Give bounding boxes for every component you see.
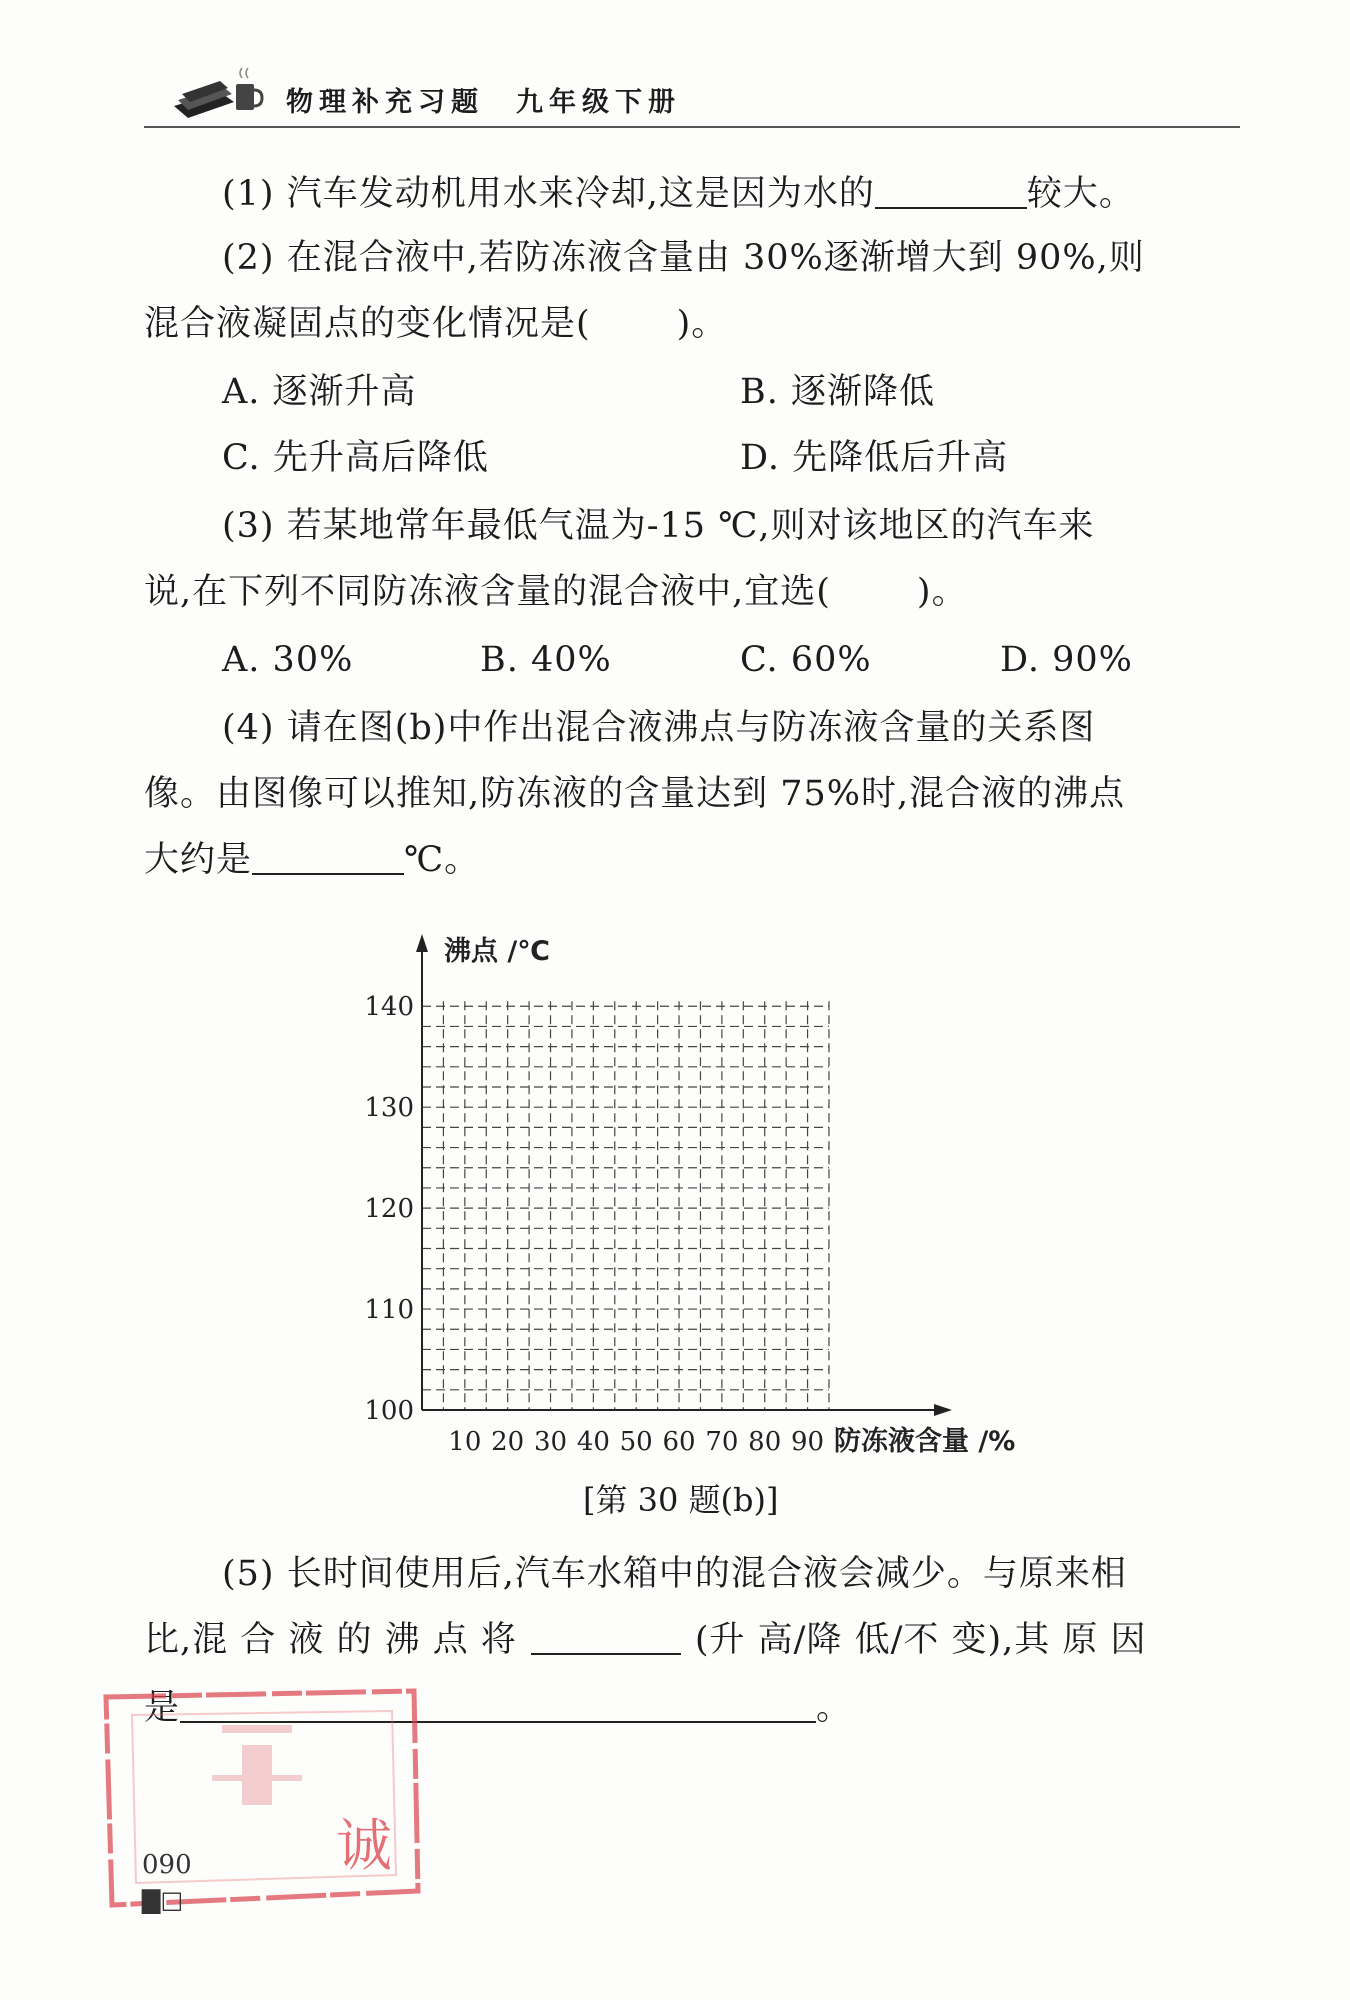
q1-answer-blank[interactable] bbox=[875, 177, 1027, 209]
chart-labels bbox=[364, 936, 1015, 1457]
y-tick-label: 130 bbox=[364, 1093, 414, 1124]
option-key: C. bbox=[222, 438, 261, 478]
option-text: 先降低后升高 bbox=[792, 438, 1009, 478]
red-seal-stamp bbox=[92, 1685, 432, 1915]
x-axis-arrow bbox=[934, 1404, 952, 1416]
q2-option-c[interactable] bbox=[222, 436, 489, 480]
q3-option-d[interactable] bbox=[1000, 638, 1133, 682]
option-text: 60% bbox=[790, 640, 872, 680]
page-marker-icon: ▇□ bbox=[142, 1886, 184, 1914]
q5-suffix: 。 bbox=[816, 1688, 853, 1728]
grade-label: 九年级下册 bbox=[516, 87, 681, 118]
y-tick-label: 100 bbox=[364, 1396, 414, 1426]
q3-suffix: )。 bbox=[916, 572, 968, 612]
x-tick-label: 70 bbox=[705, 1427, 739, 1457]
q5-reason-label: 是 bbox=[144, 1688, 181, 1728]
x-tick-label: 80 bbox=[748, 1427, 782, 1457]
x-tick-label: 20 bbox=[491, 1427, 525, 1457]
q4-text: 大约是 bbox=[144, 840, 253, 880]
x-tick-label: 90 bbox=[791, 1427, 825, 1457]
q4-line-2: 像。由图像可以推知,防冻液的含量达到 75%时,混合液的沸点 bbox=[144, 774, 1126, 814]
page-header bbox=[144, 60, 1240, 128]
q2-line-1: (2) 在混合液中,若防冻液含量由 30%逐渐增大到 90%,则 bbox=[222, 238, 1145, 278]
book-title: 物理补充习题 bbox=[286, 87, 484, 118]
q3-option-b[interactable] bbox=[480, 638, 612, 682]
chart-caption: [第 30 题(b)] bbox=[583, 1481, 779, 1519]
q1-suffix: 较大。 bbox=[1026, 174, 1135, 214]
q3-option-c[interactable] bbox=[740, 638, 872, 682]
x-axis-title: 防冻液含量 /% bbox=[834, 1426, 1016, 1457]
q5-line-1: (5) 长时间使用后,汽车水箱中的混合液会减少。与原来相 bbox=[222, 1554, 1127, 1594]
x-tick-label: 50 bbox=[619, 1427, 653, 1457]
x-tick-label: 30 bbox=[533, 1427, 568, 1457]
q2-option-d[interactable] bbox=[740, 436, 1008, 480]
header-title bbox=[286, 80, 713, 119]
q4-line-3 bbox=[144, 838, 480, 882]
q2-option-a[interactable] bbox=[222, 370, 417, 414]
option-text: 30% bbox=[272, 640, 354, 680]
option-key: D. bbox=[740, 438, 780, 478]
option-text: 逐渐降低 bbox=[791, 372, 936, 412]
boiling-point-chart bbox=[340, 930, 1040, 1460]
x-tick-label: 60 bbox=[662, 1427, 696, 1457]
y-tick-label: 110 bbox=[364, 1295, 414, 1326]
option-key: B. bbox=[480, 640, 519, 680]
option-key: B. bbox=[740, 372, 779, 412]
y-tick-label: 120 bbox=[364, 1194, 414, 1225]
y-axis-arrow bbox=[416, 934, 428, 952]
option-key: D. bbox=[1000, 640, 1040, 680]
x-tick-label: 10 bbox=[448, 1427, 482, 1457]
option-key: C. bbox=[740, 640, 779, 680]
q2-option-b[interactable] bbox=[740, 370, 935, 414]
x-tick-label: 40 bbox=[576, 1427, 610, 1457]
q3-line-1: (3) 若某地常年最低气温为-15 ℃,则对该地区的汽车来 bbox=[222, 506, 1095, 546]
q4-suffix: ℃。 bbox=[404, 840, 481, 880]
q2-text: 混合液凝固点的变化情况是( bbox=[144, 304, 591, 344]
q5-line-2 bbox=[144, 1618, 1147, 1662]
page-number: 090 bbox=[142, 1850, 192, 1880]
books-and-cup-icon bbox=[168, 66, 264, 122]
q1-text: (1) 汽车发动机用水来冷却,这是因为水的 bbox=[222, 174, 875, 214]
option-text: 90% bbox=[1052, 640, 1133, 680]
q1-line bbox=[222, 172, 1135, 216]
stamp-glyph: 诚 bbox=[336, 1814, 392, 1879]
q3-option-a[interactable] bbox=[222, 638, 353, 682]
q3-line-2 bbox=[144, 570, 968, 614]
q4-line-1: (4) 请在图(b)中作出混合液沸点与防冻液含量的关系图 bbox=[222, 708, 1096, 748]
q2-suffix: )。 bbox=[676, 304, 728, 344]
option-text: 逐渐升高 bbox=[272, 372, 417, 412]
q3-text: 说,在下列不同防冻液含量的混合液中,宜选( bbox=[144, 572, 831, 612]
q5-options-text: (升 高/降 低/不 变),其 原 因 bbox=[694, 1620, 1147, 1660]
q4-answer-blank[interactable] bbox=[252, 843, 404, 875]
option-text: 40% bbox=[531, 640, 612, 680]
y-tick-label: 140 bbox=[364, 992, 414, 1023]
chart-grid[interactable] bbox=[422, 1001, 829, 1410]
option-key: A. bbox=[222, 372, 261, 412]
y-axis-title: 沸点 /℃ bbox=[444, 936, 550, 967]
q5-text: 比,混 合 液 的 沸 点 将 bbox=[144, 1620, 517, 1660]
option-key: A. bbox=[222, 640, 261, 680]
q5-answer-blank[interactable] bbox=[531, 1623, 681, 1655]
option-text: 先升高后降低 bbox=[272, 438, 489, 478]
q2-line-2 bbox=[144, 302, 727, 346]
